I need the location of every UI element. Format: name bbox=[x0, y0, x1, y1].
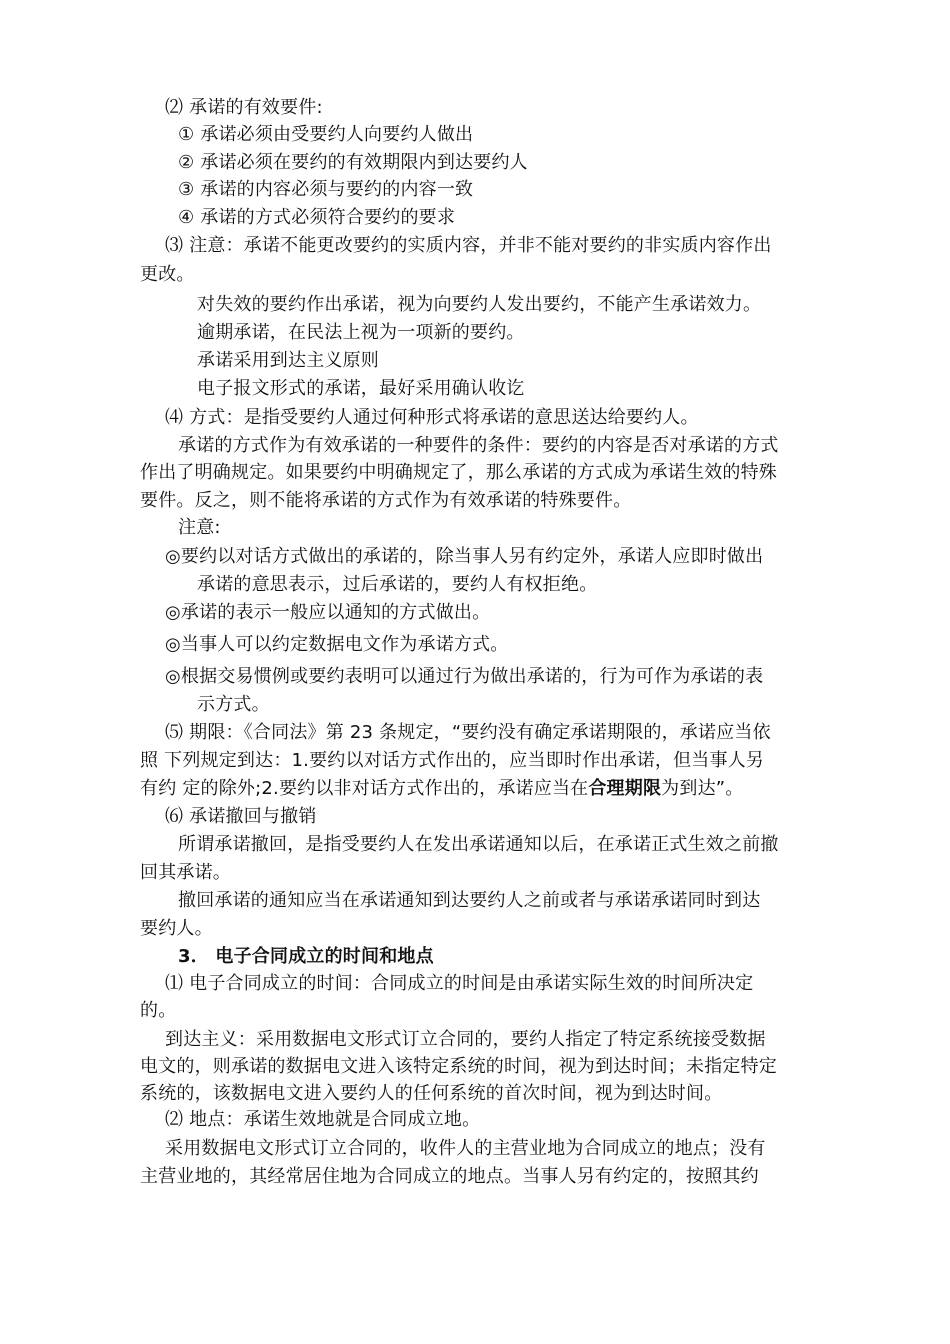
mode-bullet: ◎根据交易惯例或要约表明可以通过行为做出承诺的，行为可作为承诺的表 bbox=[165, 666, 764, 687]
term-line: ⑸ 期限：《合同法》第 23 条规定，“要约没有确定承诺期限的，承诺应当依 bbox=[165, 722, 771, 743]
note-sub: 逾期承诺，在民法上视为一项新的要约。 bbox=[197, 322, 525, 343]
term-line bbox=[140, 776, 744, 802]
mode-heading: ⑷ 方式：是指受要约人通过何种形式将承诺的意思送达给要约人。 bbox=[165, 407, 699, 428]
note-sub: 对失效的要约作出承诺，视为向要约人发出要约，不能产生承诺效力。 bbox=[197, 294, 762, 315]
validity-item: ① 承诺必须由受要约人向要约人做出 bbox=[178, 124, 474, 145]
term-text: 为到达”。 bbox=[661, 778, 744, 799]
withdraw-para: 撤回承诺的通知应当在承诺通知到达要约人之前或者与承诺承诺同时到达 bbox=[178, 890, 761, 911]
note-line: ⑶ 注意：承诺不能更改要约的实质内容，并非不能对要约的非实质内容作出 bbox=[165, 235, 772, 256]
validity-heading: ⑵ 承诺的有效要件: bbox=[165, 97, 323, 118]
withdraw-heading: ⑹ 承诺撤回与撤销 bbox=[165, 806, 317, 827]
time-para: 的。 bbox=[140, 1000, 177, 1021]
mode-bullet: ◎要约以对话方式做出的承诺的，除当事人另有约定外，承诺人应即时做出 bbox=[165, 546, 764, 567]
term-line: 照 下列规定到达：1.要约以对话方式作出的，应当即时作出承诺，但当事人另 bbox=[140, 750, 765, 771]
withdraw-para: 回其承诺。 bbox=[140, 862, 231, 883]
place-heading: ⑵ 地点：承诺生效地就是合同成立地。 bbox=[165, 1109, 481, 1130]
place-para: 采用数据电文形式订立合同的，收件人的主营业地为合同成立的地点；没有 bbox=[165, 1138, 766, 1159]
term-text: 有约 定的除外;2.要约以非对话方式作出的，承诺应当在 bbox=[140, 778, 589, 799]
mode-bullet-cont: 示方式。 bbox=[197, 694, 270, 715]
mode-para: 作出了明确规定。如果要约中明确规定了，那么承诺的方式成为承诺生效的特殊 bbox=[140, 462, 777, 483]
mode-para: 承诺的方式作为有效承诺的一种要件的条件：要约的内容是否对承诺的方式 bbox=[178, 435, 779, 456]
place-para: 主营业地的，其经常居住地为合同成立的地点。当事人另有约定的，按照其约 bbox=[140, 1166, 759, 1187]
arrival-para: 到达主义：采用数据电文形式订立合同的，要约人指定了特定系统接受数据 bbox=[165, 1029, 766, 1050]
mode-note-label: 注意: bbox=[178, 517, 221, 538]
withdraw-para: 要约人。 bbox=[140, 918, 213, 939]
note-sub: 电子报文形式的承诺，最好采用确认收讫 bbox=[197, 378, 525, 399]
validity-item: ④ 承诺的方式必须符合要约的要求 bbox=[178, 207, 456, 228]
note-sub: 承诺采用到达主义原则 bbox=[197, 350, 379, 371]
term-emphasis: 合理期限 bbox=[588, 778, 662, 799]
arrival-para: 系统的，该数据电文进入要约人的任何系统的首次时间，视为到达时间。 bbox=[140, 1083, 723, 1104]
section-title: 3． 电子合同成立的时间和地点 bbox=[178, 946, 434, 967]
arrival-para: 电文的，则承诺的数据电文进入该特定系统的时间，视为到达时间；未指定特定 bbox=[140, 1056, 777, 1077]
mode-bullet: ◎承诺的表示一般应以通知的方式做出。 bbox=[165, 602, 491, 623]
mode-bullet: ◎当事人可以约定数据电文作为承诺方式。 bbox=[165, 634, 509, 655]
validity-item: ② 承诺必须在要约的有效期限内到达要约人 bbox=[178, 152, 528, 173]
mode-para: 要件。反之，则不能将承诺的方式作为有效承诺的特殊要件。 bbox=[140, 490, 632, 511]
validity-item: ③ 承诺的内容必须与要约的内容一致 bbox=[178, 179, 474, 200]
note-line: 更改。 bbox=[140, 264, 195, 285]
mode-bullet-cont: 承诺的意思表示，过后承诺的，要约人有权拒绝。 bbox=[197, 574, 598, 595]
time-para: ⑴ 电子合同成立的时间：合同成立的时间是由承诺实际生效的时间所决定 bbox=[165, 973, 754, 994]
withdraw-para: 所谓承诺撤回，是指受要约人在发出承诺通知以后，在承诺正式生效之前撤 bbox=[178, 834, 779, 855]
